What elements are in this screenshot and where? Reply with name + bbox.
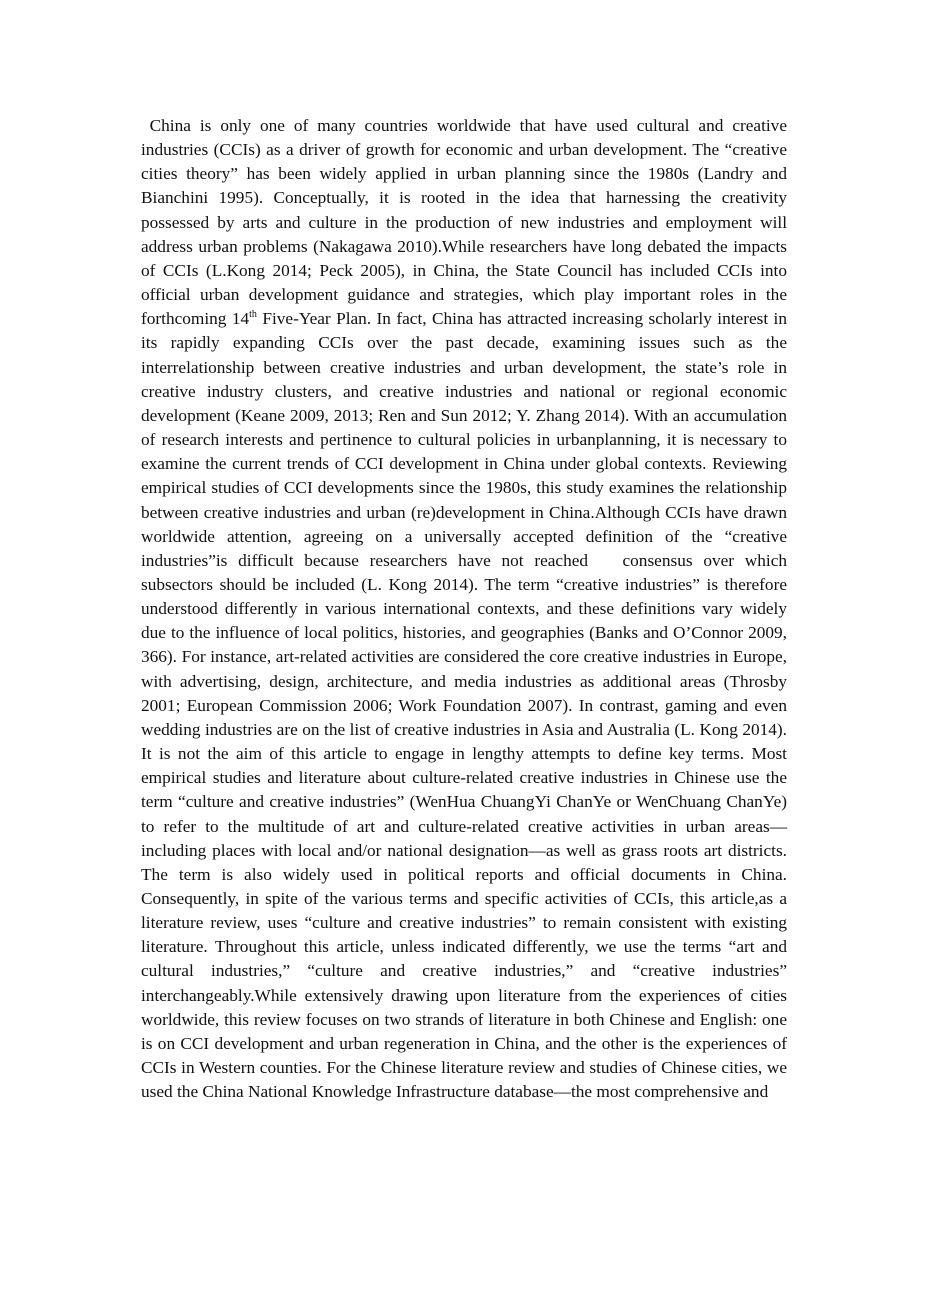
- body-paragraph: [141, 114, 787, 1104]
- paragraph-text-part-2: Five-Year Plan. In fact, China has attracted increasing scholarly interest in its rapidly expanding CCIs over the past decade, examining issues such as the interrelationship between creative industries and urban development, the state’s role in creative industry clusters, and creative industries and national or regional economic development (Keane 2009, 2013; Ren and Sun 2012; Y. Zhang 2014). With an accumulation of research interests and pertinence to cultural policies in urbanplanning, it is necessary to examine the current trends of CCI development in China under global contexts. Reviewing empirical studies of CCI developments since the 1980s, this study examines the relationship between creative industries and urban (re)development in China.Although CCIs have drawn worldwide attention, agreeing on a universally accepted definition of the “creative industries”is difficult because researchers have not reached consensus over which subsectors should be included (L. Kong 2014). The term “creative industries” is therefore understood differently in various international contexts, and these definitions vary widely due to the influence of local politics, histories, and geographies (Banks and O’Connor 2009, 366). For instance, art-related activities are considered the core creative industries in Europe, with advertising, design, architecture, and media industries as additional areas (Throsby 2001; European Commission 2006; Work Foundation 2007). In contrast, gaming and even wedding industries are on the list of creative industries in Asia and Australia (L. Kong 2014). It is not the aim of this article to engage in lengthy attempts to define key terms. Most empirical studies and literature about culture-related creative industries in Chinese use the term “culture and creative industries” (WenHua ChuangYi ChanYe or WenChuang ChanYe) to refer to the multitude of art and culture-related creative activities in urban areas—including places with local and/or national designation—as well as grass roots art districts. The term is also widely used in political reports and official documents in China. Consequently, in spite of the various terms and specific activities of CCIs, this article,as a literature review, uses “culture and creative industries” to remain consistent with existing literature. Throughout this article, unless indicated differently, we use the terms “art and cultural industries,” “culture and creative industries,” and “creative industries” interchangeably.While extensively drawing upon literature from the experiences of cities worldwide, this review focuses on two strands of literature in both Chinese and English: one is on CCI development and urban regeneration in China, and the other is the experiences of CCIs in Western counties. For the Chinese literature review and studies of Chinese cities, we used the China National Knowledge Infrastructure database—the most comprehensive and: [141, 309, 788, 1102]
- ordinal-superscript: th: [249, 309, 257, 321]
- paragraph-text-part-1: China is only one of many countries worldwide that have used cultural and creative industries (CCIs) as a driver of growth for economic and urban development. The “creative cities theory” has been widely applied in urban planning since the 1980s (Landry and Bianchini 1995). Conceptually, it is rooted in the idea that harnessing the creativity possessed by arts and culture in the production of new industries and employment will address urban problems (Nakagawa 2010).While researchers have long debated the impacts of CCIs (L.Kong 2014; Peck 2005), in China, the State Council has included CCIs into official urban development guidance and strategies, which play important roles in the forthcoming 14: [141, 116, 787, 329]
